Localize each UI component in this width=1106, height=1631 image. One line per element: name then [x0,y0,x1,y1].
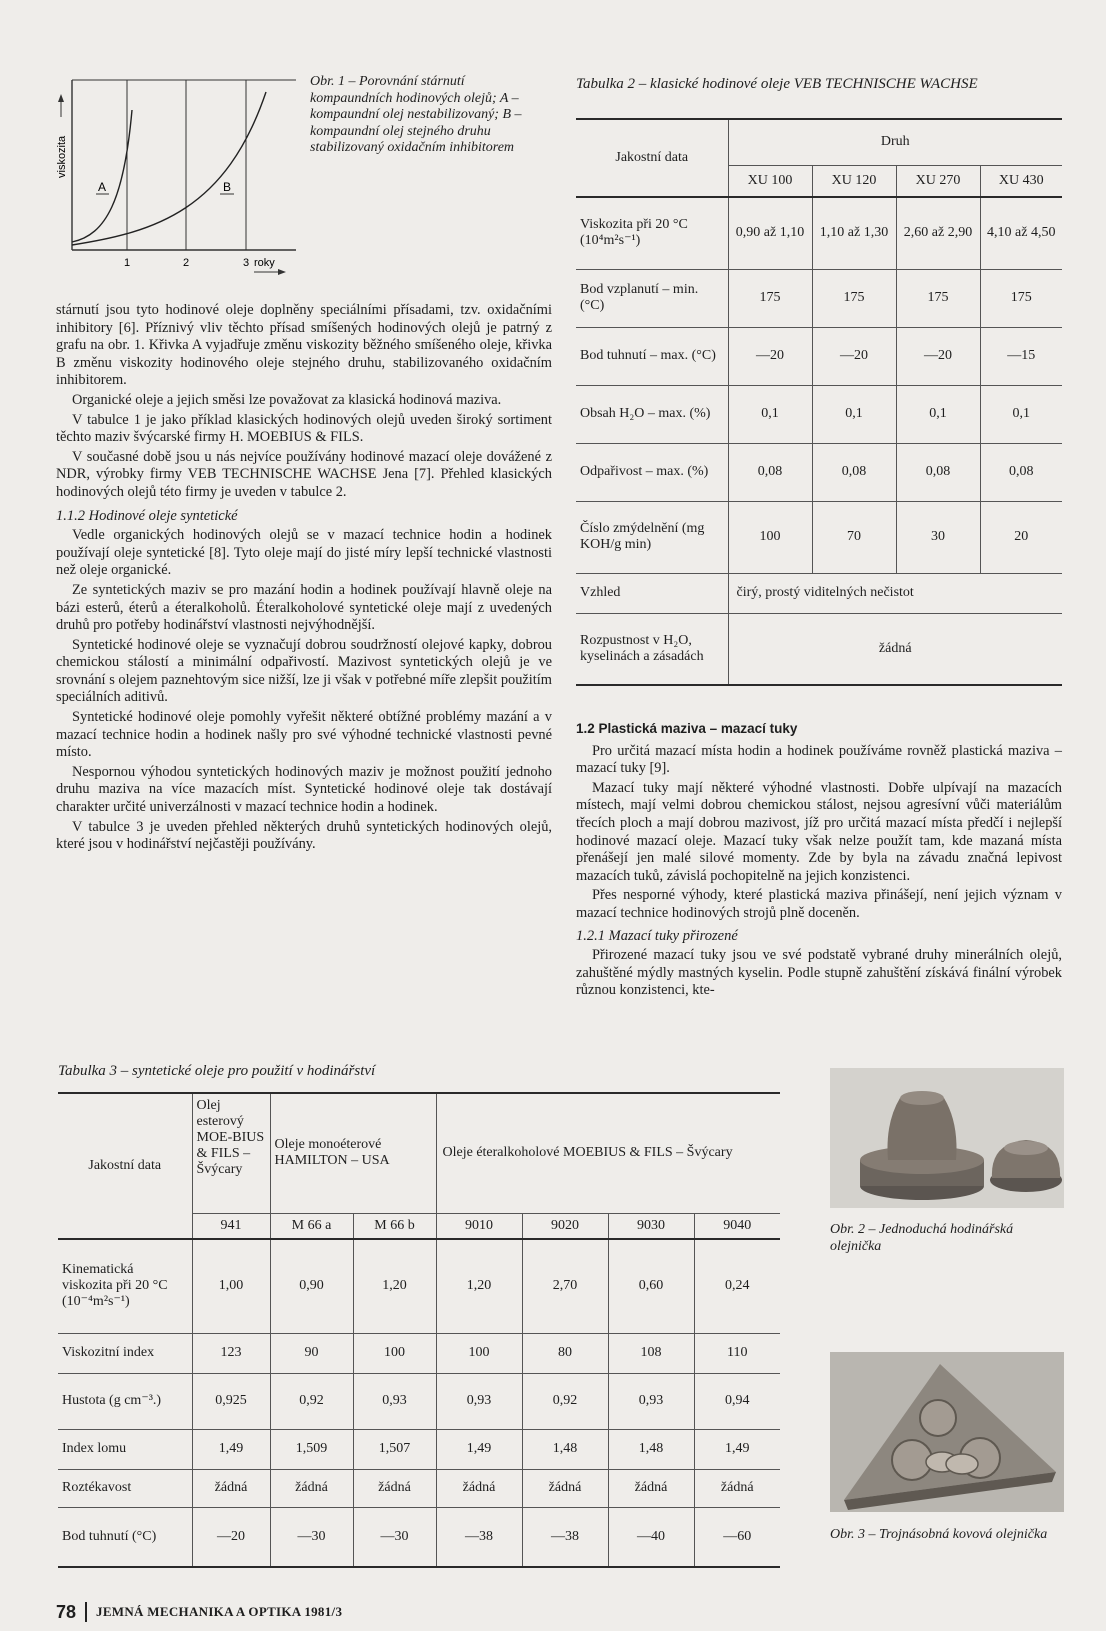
cell: 2,60 až 2,90 [896,197,980,269]
row-label: Roztékavost [58,1469,192,1507]
cell: 175 [980,269,1062,327]
cell: 100 [436,1333,522,1373]
table-2-col-header: XU 270 [896,165,980,197]
cell: 0,08 [812,443,896,501]
cell: 90 [270,1333,353,1373]
table-row [58,1333,780,1373]
cell: čirý, prostý viditelných nečistot [728,573,1062,613]
table-row [576,327,1062,385]
table-3-col-header: 941 [192,1213,270,1239]
cell: 0,90 až 1,10 [728,197,812,269]
cell: 1,20 [353,1239,436,1333]
cell: žádná [436,1469,522,1507]
curve-a-label: A [98,180,107,194]
page-number: 78 [56,1601,77,1622]
cell: —40 [608,1507,694,1567]
cell: 30 [896,501,980,573]
figure-1-caption: Obr. 1 – Porovnání stárnutí kompaundních hodinových olejů; A – kompaundní olej nestabilizovaný; B – kompaundní olej stejného druhu stabilizovaný oxidačním inhibitorem [310,74,522,155]
table-2-caption: Tabulka 2 – klasické hodinové oleje VEB TECHNISCHE WACHSE [576,76,978,92]
cell: —30 [353,1507,436,1567]
triple-oil-cup-image [830,1352,1064,1512]
cell: 0,1 [812,385,896,443]
cell: 0,92 [270,1373,353,1429]
table-2 [576,118,1062,686]
table-row [58,1469,780,1507]
cell: 100 [728,501,812,573]
row-label: Bod tuhnutí – max. (°C) [576,327,728,385]
cell: —30 [270,1507,353,1567]
y-axis-label: viskozita [56,135,68,178]
table-row [576,269,1062,327]
right-column-text [576,720,1062,1002]
paragraph: V tabulce 1 je jako příklad klasických hodinových olejů uveden široký sortiment těchto maziv švýcarské firmy H. MOEBIUS & FILS. [56,411,552,446]
table-2-header-label: Jakostní data [576,119,728,197]
table-3-header-label: Jakostní data [58,1093,192,1239]
oil-cup-image [830,1068,1064,1208]
table-3-group-header: Olej esterový MOE-BIUS & FILS – Švýcary [192,1093,270,1213]
table-2-grid [576,118,1062,686]
figure-3-photo [830,1352,1064,1512]
paragraph: Přirozené mazací tuky jsou ve své podstatě vybrané druhy minerálních olejů, zahuštěné mýdly mastných kyselin. Podle stupně zahuštění získává finální výrobek různou konzistenci, kte- [576,947,1062,999]
paragraph: V současné době jsou u nás nejvíce používány hodinové mazací oleje dovážené z NDR, výrobky firmy VEB TECHNISCHE WACHSE Jena [7]. Přehled klasických hodinových olejů této firmy je uveden v tabulce 2. [56,448,552,500]
cell: —38 [522,1507,608,1567]
cell: 0,92 [522,1373,608,1429]
table-row [576,443,1062,501]
table-row [576,385,1062,443]
cell: 0,90 [270,1239,353,1333]
table-3-col-header: 9010 [436,1213,522,1239]
cell: 1,20 [436,1239,522,1333]
row-label: Kinematická viskozita při 20 °C (10⁻⁴m²s⁻¹) [58,1239,192,1333]
paragraph: Pro určitá mazací místa hodin a hodinek používáme rovněž plastická maziva – mazací tuky [9]. [576,742,1062,777]
cell: 1,10 až 1,30 [812,197,896,269]
cell: žádná [353,1469,436,1507]
paragraph: Přes nesporné výhody, které plastická maziva přinášejí, není jejich význam v mazací technice hodinových strojů plně doceněn. [576,887,1062,921]
figure-1-graph [56,70,306,285]
cell: 0,1 [980,385,1062,443]
table-3-col-header: 9030 [608,1213,694,1239]
table-2-col-header: XU 100 [728,165,812,197]
table-2-body [576,197,1062,685]
row-label: Viskozita při 20 °C (10⁴m²s⁻¹) [576,197,728,269]
section-heading: 1.2 Plastická maziva – mazací tuky [576,721,798,736]
table-row [576,501,1062,573]
cell: 1,00 [192,1239,270,1333]
table-3-group-header: Oleje éteralkoholové MOEBIUS & FILS – Švýcary [436,1093,780,1213]
table-3-caption: Tabulka 3 – syntetické oleje pro použití v hodinářství [58,1063,376,1079]
x-tick-2: 2 [183,257,190,269]
section-heading: 1.1.2 Hodinové oleje syntetické [56,507,238,524]
table-2-group-header: Druh [728,119,1062,165]
figure-1 [56,70,306,285]
cell: —20 [192,1507,270,1567]
cell: 1,509 [270,1429,353,1469]
figure-2-photo [830,1068,1064,1208]
table-3 [58,1092,780,1568]
table-row [576,197,1062,269]
row-label: Hustota (g cm⁻³.) [58,1373,192,1429]
table-3-col-header: M 66 a [270,1213,353,1239]
table-3-col-header: M 66 b [353,1213,436,1239]
cell: 1,49 [694,1429,780,1469]
cell: 175 [896,269,980,327]
x-axis-unit: roky [254,257,275,269]
table-3-grid [58,1092,780,1568]
row-label: Bod vzplanutí – min. (°C) [576,269,728,327]
figure-3-caption: Obr. 3 – Trojnásobná kovová olejnička [830,1527,1048,1542]
figure-2-caption: Obr. 2 – Jednoduchá hodinářská olejnička [830,1222,1014,1254]
cell: —20 [728,327,812,385]
page-footer [56,1601,342,1623]
paragraph: Syntetické hodinové oleje pomohly vyřešit některé obtížné problémy mazání a v mazací technice hodin a hodinek našly pro své výhodné technické vlastnosti pevné místo. [56,709,552,761]
cell: 175 [728,269,812,327]
cell: 0,08 [728,443,812,501]
row-label: Obsah H₂O – max. (%) [576,385,728,443]
cell: 80 [522,1333,608,1373]
curve-b [72,92,266,245]
cell: 0,1 [896,385,980,443]
cell: —15 [980,327,1062,385]
cell: 0,93 [608,1373,694,1429]
x-tick-1: 1 [124,257,131,269]
row-label: Rozpustnost v H₂O, kyselinách a zásadách [580,632,704,664]
paragraph: Organické oleje a jejich směsi lze považovat za klasická hodinová maziva. [72,391,502,408]
cell: 0,94 [694,1373,780,1429]
cell: 110 [694,1333,780,1373]
table-2-col-header: XU 430 [980,165,1062,197]
curve-b-label: B [223,180,232,194]
table-3-group-header: Oleje monoéterové HAMILTON – USA [270,1093,436,1213]
cell: —20 [812,327,896,385]
cell: 0,925 [192,1373,270,1429]
paragraph: Ze syntetických maziv se pro mazání hodin a hodinek používají hlavně oleje na bázi esterů, éterů a éteralkoholů. Éteralkoholové syntetické oleje mají z uvedených druhů pro potřeby hodinářství vlastnosti nejvýhodnější. [56,581,552,634]
table-2-col-header: XU 120 [812,165,896,197]
cell: 70 [812,501,896,573]
paragraph: Syntetické hodinové oleje se vyznačují dobrou soudržností olejové kapky, dobrou chemickou stálostí a minimální odpařivostí. Mazivost syntetických olejů je ve srovnání s olejem paznehtovým sice nižší, lze ji však v potřebné míře zlepšit použitím speciálních aditivů. [56,636,552,706]
cell: 0,60 [608,1239,694,1333]
paragraph: Mazací tuky mají některé výhodné vlastnosti. Dobře ulpívají na mazacích místech, mají velmi dobrou chemickou stálost, nejsou agresívní vůči materiálům třecích ploch a mají dobrou mazivost, jíž pro určitá mazací místa předčí i nejlepší hodinové mazací oleje. Mazací tuky však nelze použít tam, kde mazaná místa přenášejí jen malé silové momenty. Zde by byla na závadu značná lepivost mazacích tuků, závislá pochopitelně na jejich konzistenci. [576,779,1062,884]
cell: 108 [608,1333,694,1373]
cell: žádná [728,613,1062,685]
paragraph: Vedle organických hodinových olejů se v mazací technice hodin a hodinek používají oleje syntetické [8]. Tyto oleje mají do jisté míry lepší technické vlastnosti než oleje organické. [56,527,552,579]
table-row [58,1507,780,1567]
cell: žádná [608,1469,694,1507]
cell: 0,24 [694,1239,780,1333]
cell: 20 [980,501,1062,573]
cell: 100 [353,1333,436,1373]
cell: 0,08 [980,443,1062,501]
paragraph: Nespornou výhodou syntetických hodinových maziv je možnost použití jednoho druhu maziva na více mazacích míst. Syntetické hodinové oleje tak dostávají charakter určité univerzálnosti v mazací technice hodin a hodinek. [56,763,552,816]
table-row [576,573,1062,613]
cell: žádná [522,1469,608,1507]
table-3-col-header: 9040 [694,1213,780,1239]
cell: —20 [896,327,980,385]
cell: 123 [192,1333,270,1373]
row-label: Index lomu [58,1429,192,1469]
table-row [58,1373,780,1429]
table-3-col-header: 9020 [522,1213,608,1239]
cell: žádná [694,1469,780,1507]
cell: 4,10 až 4,50 [980,197,1062,269]
cell: 1,48 [608,1429,694,1469]
cell: 1,507 [353,1429,436,1469]
table-row [58,1429,780,1469]
curve-a [72,110,132,242]
paragraph: V tabulce 3 je uveden přehled některých druhů syntetických hodinových olejů, které jsou v hodinářství nejčastěji používány. [56,818,552,853]
cell: 0,1 [728,385,812,443]
cell: 0,93 [436,1373,522,1429]
journal-name: JEMNÁ MECHANIKA A OPTIKA 1981/3 [96,1604,343,1619]
x-tick-3: 3 [243,257,250,269]
cell: 1,48 [522,1429,608,1469]
row-label: Číslo zmýdelnění (mg KOH/g min) [576,501,728,573]
cell: žádná [192,1469,270,1507]
cell: 2,70 [522,1239,608,1333]
table-row [576,613,1062,685]
cell: —38 [436,1507,522,1567]
row-label: Bod tuhnutí (°C) [62,1528,157,1544]
cell: 1,49 [192,1429,270,1469]
cell: 175 [812,269,896,327]
footer-divider [85,1602,87,1622]
row-label: Viskozitní index [58,1333,192,1373]
left-column-text [56,302,552,856]
cell: 1,49 [436,1429,522,1469]
cell: žádná [270,1469,353,1507]
table-row [58,1239,780,1333]
cell: 0,08 [896,443,980,501]
row-label: Vzhled [576,573,728,613]
cell: 0,93 [353,1373,436,1429]
table-3-body [58,1239,780,1567]
cell: —60 [694,1507,780,1567]
row-label: Odpařivost – max. (%) [576,443,728,501]
paragraph: stárnutí jsou tyto hodinové oleje doplněny speciálními přísadami, tzv. oxidačními inhibitory [6]. Příznivý vliv těchto přísad smíšených hodinových olejů je patrný z grafu na obr. 1. Křivka A vyjadřuje změnu viskozity běžného smíšeného oleje, křivka B změnu viskozity hodinového oleje stejného druhu, stabilizovaného oxidačním inhibitorem. [56,302,552,389]
section-heading: 1.2.1 Mazací tuky přirozené [576,927,738,944]
